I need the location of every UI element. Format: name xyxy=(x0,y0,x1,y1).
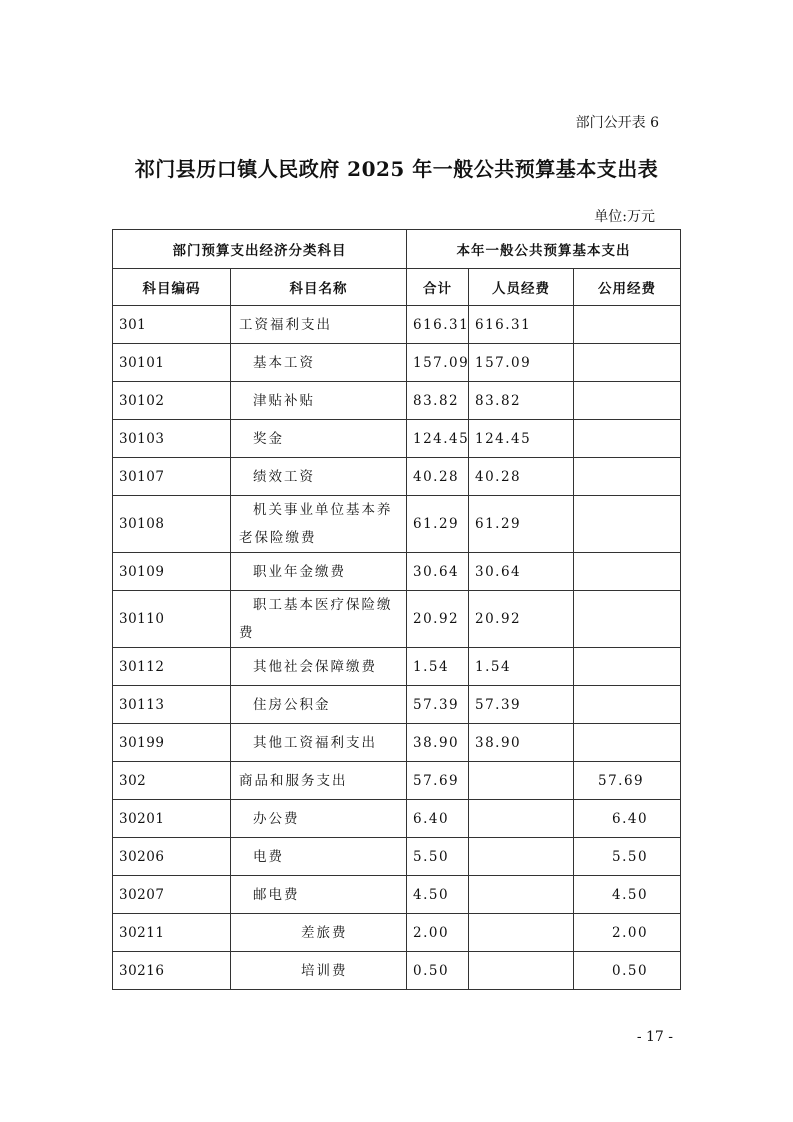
cell-name: 住房公积金 xyxy=(231,686,407,724)
table-row xyxy=(113,762,681,800)
cell-total: 57.39 xyxy=(407,686,469,724)
cell-personnel: 20.92 xyxy=(469,591,574,648)
cell-name: 职工基本医疗保险缴费 xyxy=(231,591,407,648)
cell-public: 6.40 xyxy=(574,800,681,838)
table-row xyxy=(113,876,681,914)
cell-personnel: 83.82 xyxy=(469,382,574,420)
cell-public xyxy=(574,553,681,591)
cell-public xyxy=(574,344,681,382)
cell-personnel: 124.45 xyxy=(469,420,574,458)
table-row xyxy=(113,420,681,458)
cell-name: 职业年金缴费 xyxy=(231,553,407,591)
cell-total: 157.09 xyxy=(407,344,469,382)
table-row xyxy=(113,496,681,553)
table-group-header-row xyxy=(113,230,681,269)
cell-personnel: 616.31 xyxy=(469,306,574,344)
cell-code: 30112 xyxy=(113,648,231,686)
table-row xyxy=(113,344,681,382)
group-header-expenditure: 本年一般公共预算基本支出 xyxy=(407,230,681,269)
cell-code: 30206 xyxy=(113,838,231,876)
cell-public: 5.50 xyxy=(574,838,681,876)
cell-total: 0.50 xyxy=(407,952,469,990)
col-header-name: 科目名称 xyxy=(231,269,407,306)
cell-personnel: 1.54 xyxy=(469,648,574,686)
cell-name: 培训费 xyxy=(231,952,407,990)
col-header-total: 合计 xyxy=(407,269,469,306)
cell-code: 30103 xyxy=(113,420,231,458)
col-header-code: 科目编码 xyxy=(113,269,231,306)
cell-total: 1.54 xyxy=(407,648,469,686)
cell-personnel: 38.90 xyxy=(469,724,574,762)
cell-code: 301 xyxy=(113,306,231,344)
col-header-personnel: 人员经费 xyxy=(469,269,574,306)
cell-public xyxy=(574,648,681,686)
page-title: 祁门县历口镇人民政府 2025 年一般公共预算基本支出表 xyxy=(134,157,659,181)
col-header-public: 公用经费 xyxy=(574,269,681,306)
unit-label: 单位:万元 xyxy=(594,209,655,225)
cell-public xyxy=(574,382,681,420)
cell-personnel: 30.64 xyxy=(469,553,574,591)
cell-total: 40.28 xyxy=(407,458,469,496)
cell-name: 绩效工资 xyxy=(231,458,407,496)
cell-name: 基本工资 xyxy=(231,344,407,382)
cell-name: 办公费 xyxy=(231,800,407,838)
cell-public xyxy=(574,306,681,344)
cell-total: 124.45 xyxy=(407,420,469,458)
cell-public: 4.50 xyxy=(574,876,681,914)
cell-total: 38.90 xyxy=(407,724,469,762)
cell-total: 616.31 xyxy=(407,306,469,344)
cell-public: 0.50 xyxy=(574,952,681,990)
table-row xyxy=(113,914,681,952)
table-row xyxy=(113,686,681,724)
cell-name: 电费 xyxy=(231,838,407,876)
budget-table xyxy=(112,229,681,990)
cell-name: 津贴补贴 xyxy=(231,382,407,420)
cell-total: 57.69 xyxy=(407,762,469,800)
cell-code: 30107 xyxy=(113,458,231,496)
group-header-classification: 部门预算支出经济分类科目 xyxy=(113,230,407,269)
cell-name: 邮电费 xyxy=(231,876,407,914)
cell-code: 30113 xyxy=(113,686,231,724)
table-row xyxy=(113,724,681,762)
cell-personnel: 57.39 xyxy=(469,686,574,724)
cell-code: 30211 xyxy=(113,914,231,952)
cell-name: 商品和服务支出 xyxy=(231,762,407,800)
table-row xyxy=(113,306,681,344)
cell-name: 工资福利支出 xyxy=(231,306,407,344)
table-row xyxy=(113,458,681,496)
cell-public xyxy=(574,496,681,553)
table-column-header-row xyxy=(113,269,681,306)
cell-total: 20.92 xyxy=(407,591,469,648)
cell-personnel xyxy=(469,952,574,990)
cell-total: 61.29 xyxy=(407,496,469,553)
cell-personnel xyxy=(469,800,574,838)
cell-code: 30108 xyxy=(113,496,231,553)
cell-name: 其他社会保障缴费 xyxy=(231,648,407,686)
table-row xyxy=(113,553,681,591)
table-row xyxy=(113,800,681,838)
cell-code: 30207 xyxy=(113,876,231,914)
table-row xyxy=(113,591,681,648)
cell-total: 5.50 xyxy=(407,838,469,876)
cell-public xyxy=(574,591,681,648)
cell-total: 6.40 xyxy=(407,800,469,838)
cell-code: 30109 xyxy=(113,553,231,591)
page-number: - 17 - xyxy=(636,1029,673,1045)
cell-code: 30110 xyxy=(113,591,231,648)
cell-public xyxy=(574,686,681,724)
cell-personnel xyxy=(469,876,574,914)
table-row xyxy=(113,838,681,876)
cell-total: 4.50 xyxy=(407,876,469,914)
cell-total: 2.00 xyxy=(407,914,469,952)
cell-personnel: 157.09 xyxy=(469,344,574,382)
cell-code: 30101 xyxy=(113,344,231,382)
document-label: 部门公开表 6 xyxy=(575,115,659,131)
cell-name: 其他工资福利支出 xyxy=(231,724,407,762)
cell-public xyxy=(574,420,681,458)
table-row xyxy=(113,382,681,420)
cell-total: 83.82 xyxy=(407,382,469,420)
cell-personnel: 61.29 xyxy=(469,496,574,553)
cell-total: 30.64 xyxy=(407,553,469,591)
cell-personnel xyxy=(469,838,574,876)
cell-code: 30102 xyxy=(113,382,231,420)
table-row xyxy=(113,952,681,990)
cell-name: 机关事业单位基本养老保险缴费 xyxy=(231,496,407,553)
cell-public xyxy=(574,724,681,762)
cell-code: 30216 xyxy=(113,952,231,990)
cell-name: 奖金 xyxy=(231,420,407,458)
cell-code: 30201 xyxy=(113,800,231,838)
cell-personnel: 40.28 xyxy=(469,458,574,496)
cell-personnel xyxy=(469,914,574,952)
cell-code: 30199 xyxy=(113,724,231,762)
table-row xyxy=(113,648,681,686)
cell-code: 302 xyxy=(113,762,231,800)
cell-public: 57.69 xyxy=(574,762,681,800)
cell-name: 差旅费 xyxy=(231,914,407,952)
cell-public xyxy=(574,458,681,496)
cell-personnel xyxy=(469,762,574,800)
cell-public: 2.00 xyxy=(574,914,681,952)
